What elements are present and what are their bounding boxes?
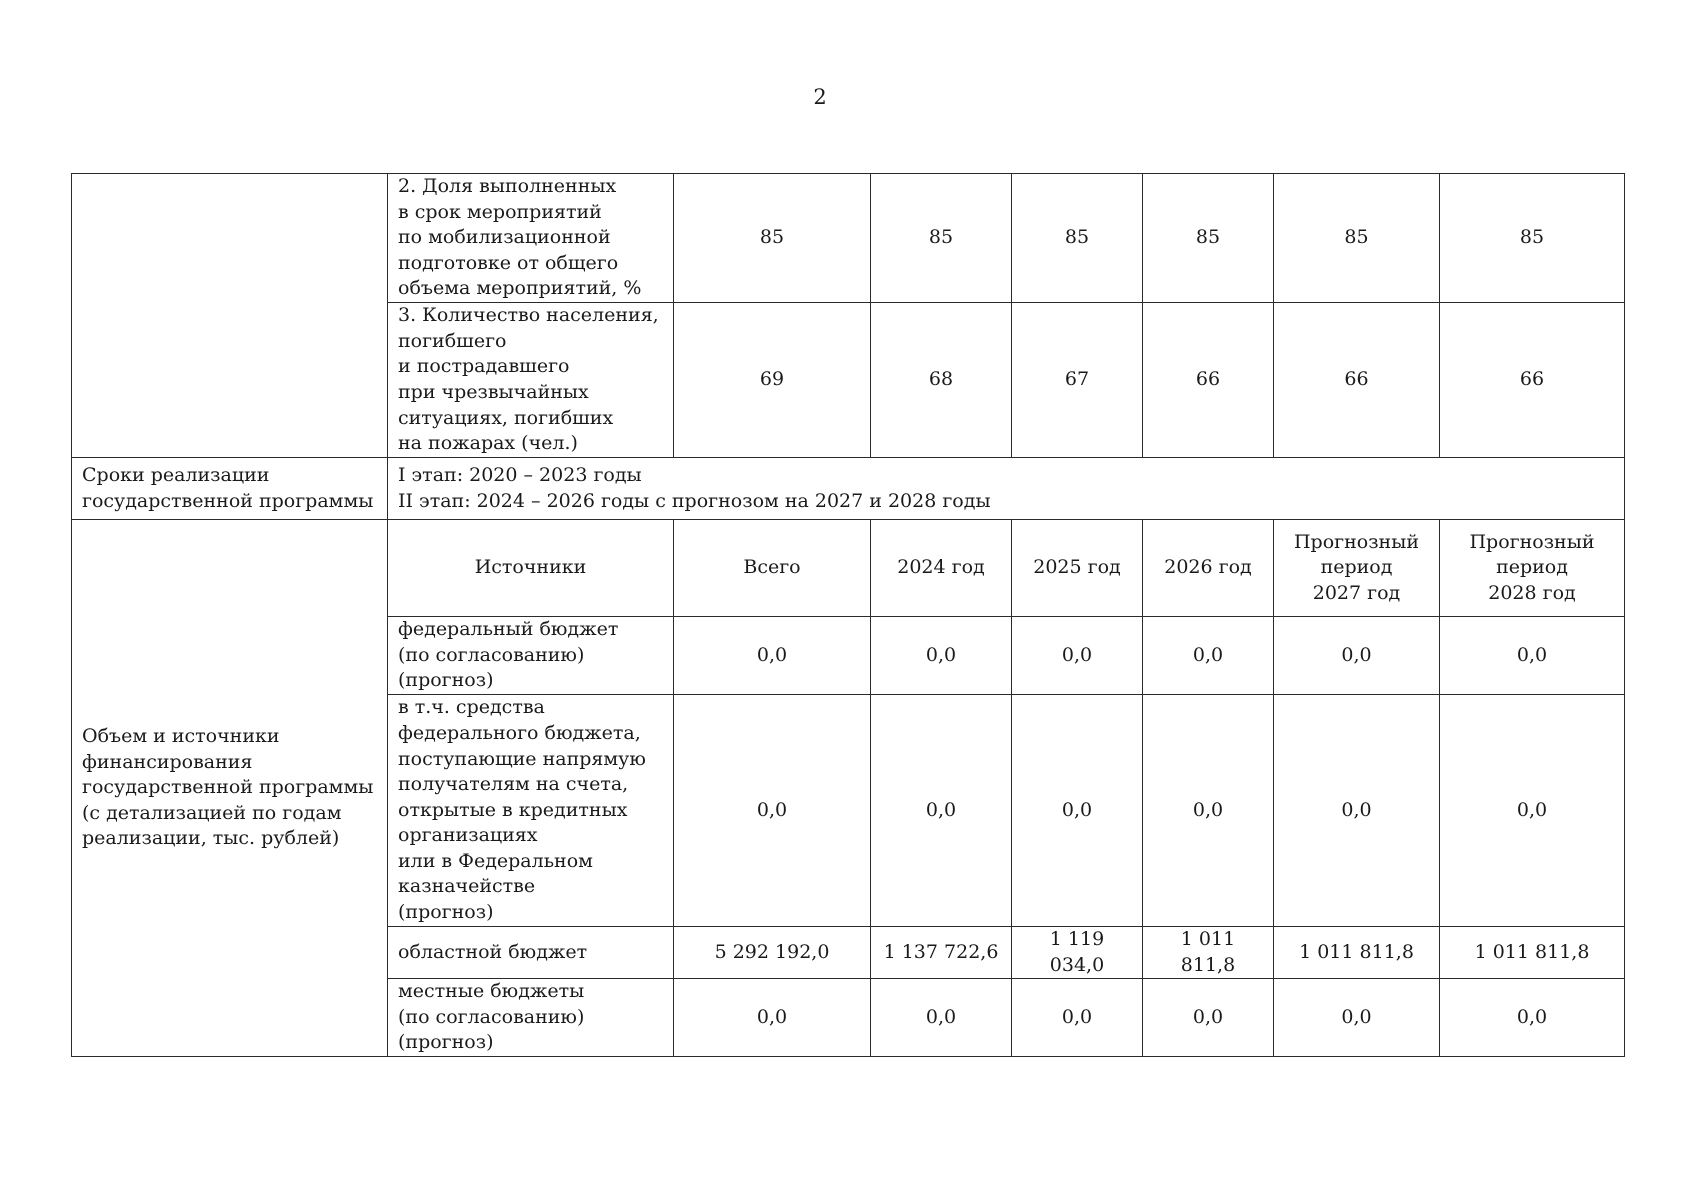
passport-table xyxy=(71,173,1625,1057)
indicator-value: 85 xyxy=(1143,174,1274,303)
amount-cell: 0,0 xyxy=(1440,979,1625,1057)
indicator-value: 68 xyxy=(871,303,1012,458)
amount-cell: 0,0 xyxy=(674,617,871,695)
amount-cell: 0,0 xyxy=(1440,695,1625,927)
indicator-label: 2. Доля выполненных в срок мероприятий по мобилизационной подготовке от общего объема мероприятий, % xyxy=(388,174,674,303)
amount-cell: 0,0 xyxy=(1274,617,1440,695)
amount-cell: 0,0 xyxy=(1274,695,1440,927)
amount-cell: 0,0 xyxy=(1143,979,1274,1057)
source-label: в т.ч. средства федерального бюджета, поступающие напрямую получателям на счета, открытые в кредитных организациях или в Федеральном казначействе (прогноз) xyxy=(388,695,674,927)
indicator-section-label xyxy=(72,174,388,458)
amount-cell: 0,0 xyxy=(1143,695,1274,927)
amount-cell: 0,0 xyxy=(674,979,871,1057)
column-header: Прогнозный период 2028 год xyxy=(1440,520,1625,617)
indicator-label: 3. Количество населения, погибшего и пострадавшего при чрезвычайных ситуациях, погибших на пожарах (чел.) xyxy=(388,303,674,458)
source-label: федеральный бюджет (по согласованию) (прогноз) xyxy=(388,617,674,695)
amount-cell: 5 292 192,0 xyxy=(674,927,871,979)
amount-cell: 1 119 034,0 xyxy=(1012,927,1143,979)
indicator-value: 69 xyxy=(674,303,871,458)
terms-label: Сроки реализации государственной программы xyxy=(72,458,388,520)
source-label: областной бюджет xyxy=(388,927,674,979)
column-header: 2026 год xyxy=(1143,520,1274,617)
amount-cell: 1 011 811,8 xyxy=(1274,927,1440,979)
source-label: местные бюджеты (по согласованию) (прогноз) xyxy=(388,979,674,1057)
amount-cell: 0,0 xyxy=(871,695,1012,927)
indicator-value: 66 xyxy=(1143,303,1274,458)
page-number: 2 xyxy=(813,85,827,109)
indicator-value: 85 xyxy=(1274,174,1440,303)
indicator-value: 66 xyxy=(1274,303,1440,458)
table-header-row xyxy=(72,520,1625,617)
column-header: Источники xyxy=(388,520,674,617)
financing-label: Объем и источники финансирования государственной программы (с детализацией по годам реализации, тыс. рублей) xyxy=(72,520,388,1057)
amount-cell: 0,0 xyxy=(871,979,1012,1057)
amount-cell: 0,0 xyxy=(871,617,1012,695)
terms-value: I этап: 2020 – 2023 годы II этап: 2024 – 2026 годы с прогнозом на 2027 и 2028 годы xyxy=(388,458,1625,520)
amount-cell: 1 011 811,8 xyxy=(1143,927,1274,979)
amount-cell: 0,0 xyxy=(1440,617,1625,695)
amount-cell: 0,0 xyxy=(1012,695,1143,927)
amount-cell: 0,0 xyxy=(674,695,871,927)
indicator-value: 67 xyxy=(1012,303,1143,458)
indicator-value: 85 xyxy=(1440,174,1625,303)
amount-cell: 1 011 811,8 xyxy=(1440,927,1625,979)
amount-cell: 1 137 722,6 xyxy=(871,927,1012,979)
column-header: Всего xyxy=(674,520,871,617)
column-header: 2024 год xyxy=(871,520,1012,617)
amount-cell: 0,0 xyxy=(1012,617,1143,695)
indicator-value: 85 xyxy=(871,174,1012,303)
amount-cell: 0,0 xyxy=(1012,979,1143,1057)
indicator-value: 85 xyxy=(674,174,871,303)
table-row xyxy=(72,174,1625,303)
amount-cell: 0,0 xyxy=(1274,979,1440,1057)
table-row xyxy=(72,458,1625,520)
amount-cell: 0,0 xyxy=(1143,617,1274,695)
column-header: 2025 год xyxy=(1012,520,1143,617)
indicator-value: 66 xyxy=(1440,303,1625,458)
indicator-value: 85 xyxy=(1012,174,1143,303)
column-header: Прогнозный период 2027 год xyxy=(1274,520,1440,617)
